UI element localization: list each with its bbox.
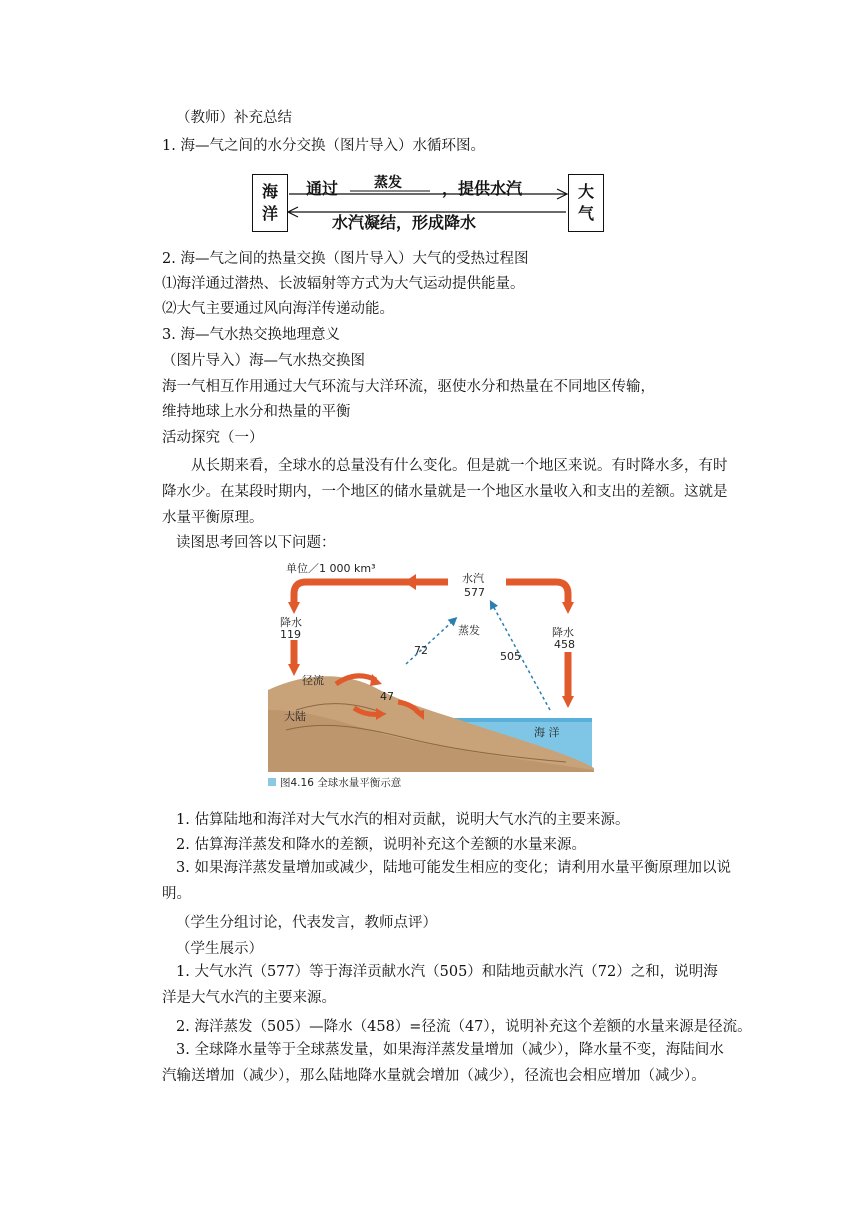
- land-evap-arrow: [406, 620, 454, 664]
- top-suffix: ，提供水汽: [442, 179, 523, 198]
- land-label: 大陆: [284, 710, 306, 723]
- activity-heading: 活动探究（一）: [162, 430, 264, 446]
- answer-3: 3. 全球降水量等于全球蒸发量，如果海洋蒸发量增加（减少），降水量不变，海陆间水汽输送增加（减少），那么陆地降水量就会增加（减少），径流也会相应增加（减少）。: [162, 1042, 724, 1084]
- atmosphere-box: 大气: [568, 174, 604, 232]
- evaporation-label: 蒸发: [458, 624, 480, 637]
- runoff-value: 47: [380, 690, 394, 703]
- land-precip-label: 降水: [280, 616, 302, 629]
- item-heat-2: ⑵大气主要通过风向海洋传递动能。: [162, 301, 394, 317]
- teacher-summary: （教师）补充总结: [176, 110, 292, 126]
- significance-text-2: 维持地球上水分和热量的平衡: [162, 404, 351, 420]
- ocean-label: 海 洋: [534, 726, 560, 739]
- ocean-precip-value: 458: [554, 638, 575, 651]
- question-2: 2. 估算海洋蒸发和降水的差额，说明补充这个差额的水量来源。: [176, 837, 586, 853]
- answer-1: 1. 大气水汽（577）等于海洋贡献水汽（505）和陆地贡献水汽（72）之和，说明海洋是大气水汽的主要来源。: [162, 964, 718, 1006]
- water-balance-paragraph: 从长期来看，全球水的总量没有什么变化。但是就一个地区来说。有时降水多，有时降水少。在某段时期内，一个地区的储水量就是一个地区水量收入和支出的差额。这就是水量平衡原理。: [162, 458, 728, 526]
- ocean-precip-label: 降水: [552, 626, 574, 639]
- student-show: （学生展示）: [176, 941, 263, 957]
- question-1: 1. 估算陆地和海洋对大气水汽的相对贡献，说明大气水汽的主要来源。: [176, 812, 630, 828]
- vapor-to-land-arrow: [294, 582, 448, 604]
- vapor-to-ocean-arrow: [506, 582, 568, 604]
- runoff-label: 径流: [302, 674, 324, 687]
- answer-2: 2. 海洋蒸发（505）—降水（458）=径流（47），说明补充这个差额的水量来源是径流。: [176, 1019, 752, 1035]
- ocean-evap-value: 505: [500, 650, 521, 663]
- water-cycle-diagram: [252, 174, 604, 232]
- unit-label: 单位／1 000 km³: [286, 562, 376, 575]
- top-prefix: 通过: [306, 179, 339, 198]
- top-blank-evaporation: 蒸发: [374, 175, 402, 191]
- item-significance: 3. 海—气水热交换地理意义: [162, 327, 340, 343]
- item-heat-1: ⑴海洋通过潜热、长波辐射等方式为大气运动提供能量。: [162, 276, 525, 292]
- item-heat-exchange: 2. 海—气之间的热量交换（图片导入）大气的受热过程图: [162, 251, 529, 267]
- figure-caption: 图4.16 全球水量平衡示意: [280, 777, 402, 789]
- land-precip-value: 119: [280, 628, 301, 641]
- read-figure-prompt: 读图思考回答以下问题：: [176, 535, 336, 551]
- ocean-box: 海洋: [252, 174, 288, 232]
- image-intro: （图片导入）海—气水热交换图: [162, 353, 365, 369]
- vapor-value: 577: [464, 586, 485, 599]
- land-evap-value: 72: [414, 644, 428, 657]
- discussion-note: （学生分组讨论，代表发言，教师点评）: [176, 915, 437, 931]
- question-3: 3. 如果海洋蒸发量增加或减少，陆地可能发生相应的变化；请利用水量平衡原理加以说明。: [162, 860, 731, 902]
- vapor-label: 水汽: [462, 572, 484, 585]
- significance-text-1: 海一气相互作用通过大气环流与大洋环流，驱使水分和热量在不同地区传输，: [162, 379, 655, 395]
- global-water-balance-figure: [266, 560, 594, 789]
- item-water-exchange: 1. 海—气之间的水分交换（图片导入）水循环图。: [162, 138, 485, 154]
- bottom-label: 水汽凝结，形成降水: [332, 213, 477, 232]
